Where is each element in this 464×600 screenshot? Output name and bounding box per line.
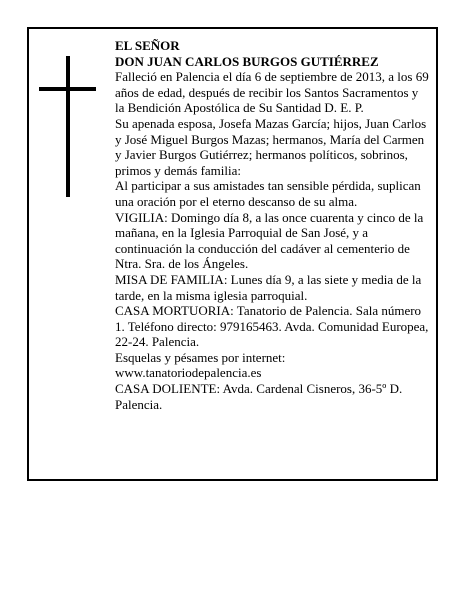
obituary-online-condolences: Esquelas y pésames por internet: www.tanatoriodepalencia.es bbox=[115, 349, 286, 381]
obituary-text bbox=[115, 38, 430, 412]
cross-horizontal-bar bbox=[39, 87, 96, 91]
obituary-funeral-home: CASA MORTUORIA: Tanatorio de Palencia. Sala número 1. Teléfono directo: 979165463. Avda. Comunidad Europea, 22-24. Palencia. bbox=[115, 303, 429, 350]
obituary-vigil: VIGILIA: Domingo día 8, a las once cuarenta y cinco de la mañana, en la Iglesia Parroquial de San José, y a continuación la conducción del cadáver al cementerio de Ntra. Sra. de los Ángeles. bbox=[115, 209, 424, 272]
obituary-death-notice: Falleció en Palencia el día 6 de septiembre de 2013, a los 69 años de edad, después de recibir los Santos Sacramentos y la Bendición Apostólica de Su Santidad D. E. P. bbox=[115, 69, 429, 116]
obituary-family-mass: MISA DE FAMILIA: Lunes día 9, a las siete y media de la tarde, en la misma iglesia parroquial. bbox=[115, 271, 422, 303]
obituary-family-home: CASA DOLIENTE: Avda. Cardenal Cisneros, 36-5º D. Palencia. bbox=[115, 381, 403, 412]
obituary-family: Su apenada esposa, Josefa Mazas García; hijos, Juan Carlos y José Miguel Burgos Mazas; hermanos, María del Carmen y Javier Burgos Gutiérrez; hermanos políticos, sobrinos, primos y demás familia: bbox=[115, 115, 427, 178]
obituary-deceased-name: DON JUAN CARLOS BURGOS GUTIÉRREZ bbox=[115, 53, 379, 69]
obituary-prayer-request: Al participar a sus amistades tan sensible pérdida, suplican una oración por el eterno descanso de su alma. bbox=[115, 178, 421, 209]
cross-vertical-bar bbox=[66, 56, 70, 197]
obituary-title-line1: EL SEÑOR bbox=[115, 38, 180, 53]
